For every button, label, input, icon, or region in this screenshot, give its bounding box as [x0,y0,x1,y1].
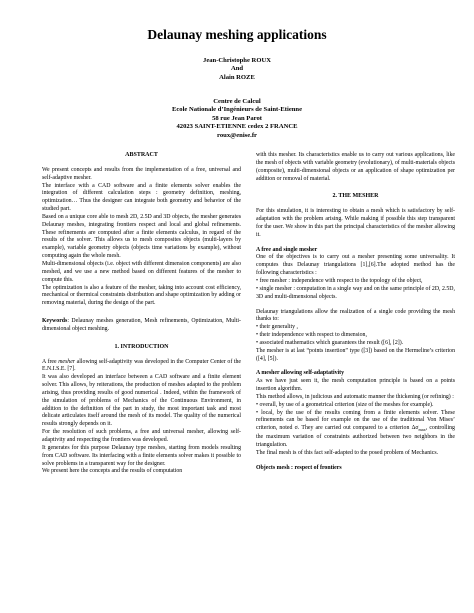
abstract-paragraph: Multi-dimensional objects (i.e. object with different dimension components) are also meshed, and we use a new method based on different features of the mesher to compute this. [42,260,241,283]
affiliation-center: Centre de Calcul [213,98,261,105]
keywords-text: : Delaunay meshes generation, Mesh refinements, Optimization, Multi-dimensional object meshing. [42,318,241,332]
author-block [0,57,474,82]
abstract-heading: ABSTRACT [125,152,158,158]
bullet-item: • single mesher : computation in a single way and on the same principle of 2D, 2.5D, 3D and multi-dimensional objects. [256,285,455,300]
right-column [256,152,455,473]
mesher-paragraph: For this simulation, it is interesting to obtain a mesh which is satisfactory by self-adaptation with the problem arising. While making if possible this step transparent for the user. We show in this part the principal characteristics of the mesher allowing it. [256,208,455,238]
left-column [42,152,241,476]
author-name-1: Jean-Christophe ROUX [203,57,271,64]
adaptivity-paragraph: This method allows, in judicious and automatic manner the thickening (or refining) : [256,393,454,400]
abstract-paragraph: Based on a unique core able to mesh 2D, 2.5D and 3D objects, the mesher generates Delaunay meshes, integrating frontiers respect and local and global refinements. These refinements are computed after a finite elements calculus, in regard of the results of the solver. This allows us to mesh composites objects (multi-layers by example), variable geometry objects (objects time variations by example), without computing again the whole mesh. [42,213,241,260]
introduction-paragraph [42,359,241,375]
free-mesher-paragraph: One of the objectives is to carry out a mesher presenting some universality. It computes thus Delaunay triangulations [1],[6].The adopted method has the following characteristics : [256,254,455,277]
bullet-item [256,410,455,450]
intro-text: allowing self-adaptivity was developed in the Computer Center of the E.N.I.S.E. [7]. [42,358,242,373]
bullet-item: • their independence with respect to dimension, [256,332,367,339]
affiliation-street: 58 rue Jean Parot [212,114,262,122]
affiliation-city: 42023 SAINT-ETIENNE cedex 2 FRANCE [176,123,298,131]
keywords [42,318,241,334]
free-mesher-heading: A free and single mesher [256,246,318,253]
abstract-paragraph: We present concepts and results from the implementation of a free, universal and self-adaptive mesher. [42,166,241,181]
bullet-item: • overall, by use of a geometrical criterion (size of the meshes for example). [256,401,434,408]
affiliation-school: Ecole Nationale d’Ingénieurs de Saint-Etienne [171,106,303,114]
intro-emphasis: mesher [58,358,76,365]
author-conjunction: And [230,65,244,73]
introduction-continued: with this mesher. Its characteristics enable us to carry out various applications, like the mesh of objects with variable geometry (evolutionary), of multi-materials objects (composite), multi-dimensional objects or an application of shape optimization per addition or removal of material. [256,152,455,182]
introduction-paragraph: We present here the concepts and the results of computation [42,468,183,475]
abstract-paragraph: The optimization is also a feature of the mesher, taking into account cost efficiency, mechanical or thermical constraints distribution and shape optimization by adding or removing material, during the design of the part. [42,284,241,307]
affiliation-email: roux@enise.fr [217,131,257,139]
adaptivity-paragraph: As we have just seen it, the mesh computation principle is based on a points insertion algorithm. [256,378,455,393]
introduction-paragraph: It generates for this purpose Delaunay type meshes, starting from models resulting from CAD software. Its interfacing with a finite elements solver makes it possible to solve problems in a transparent way for the designer. [42,444,241,467]
keywords-label: Keywords [42,318,68,325]
intro-text: A free [42,358,59,365]
subscript-max: max [418,427,426,433]
objects-mesh-heading: Objects mesh : respect of frontiers [256,464,342,471]
delaunay-paragraph: Delaunay triangulations allow the realization of a single code providing the mesh thanks to: [256,308,455,323]
bullet-item: • associated mathematics which guarantees the result ([6], [2]). [256,339,404,346]
self-adaptivity-heading: A mesher allowing self-adaptativity [256,370,345,377]
bullet-text: , controlling the maximum variation of constraints authorized between two neighbors in the triangulation. [256,425,455,449]
bullet-text: • local, by the use of the results coming from a finite elements solver. These refinements can be based for example on the use of the traditional Von Mises’ criterion, noted σ. They are carried out compared to a criterion Δσ [256,409,455,432]
abstract-paragraph: The interface with a CAD software and a finite elements solver enables the integration of different calculation steps : geometry definition, meshing, optimization… Thus the designer can integrate both geometry and behavior of the studied part. [42,182,241,213]
mesher-heading: 2. THE MESHER [332,193,379,200]
bullet-item: • their generality , [256,324,298,331]
affiliation-block [0,98,474,140]
introduction-paragraph: It was also developed an interface between a CAD software and a finite element solver. This allows, by reiterations, the production of meshes adapted to the problem arising, thus providing results of good numerical . Indeed, within the framework of the simulation of problems of Mechanics of the Continuous Environment, in addition to the definition of the part in study, the most important task and most delicate articulates itself around the mesh of its model. The quality of the numerical results strongly depends on it. [42,374,241,428]
delaunay-continued: The mesher is at last “points insertion” type ([3]) based on the Hermeline’s criterion ([4], [5]). [256,347,455,362]
paper-title: Delaunay meshing applications [147,27,327,42]
introduction-paragraph: For the resolution of such problems, a free and universal mesher, allowing self-adaptivity and respecting the frontiers was developed. [42,429,241,443]
adaptivity-paragraph: The final mesh is of this fact self-adapted to the posed problem of Mechanics. [256,450,439,456]
bullet-item: • free mesher : independence with respect to the topology of the object, [256,277,423,284]
author-name-2: Alain ROZE [219,73,255,81]
introduction-heading: 1. INTRODUCTION [114,343,169,350]
